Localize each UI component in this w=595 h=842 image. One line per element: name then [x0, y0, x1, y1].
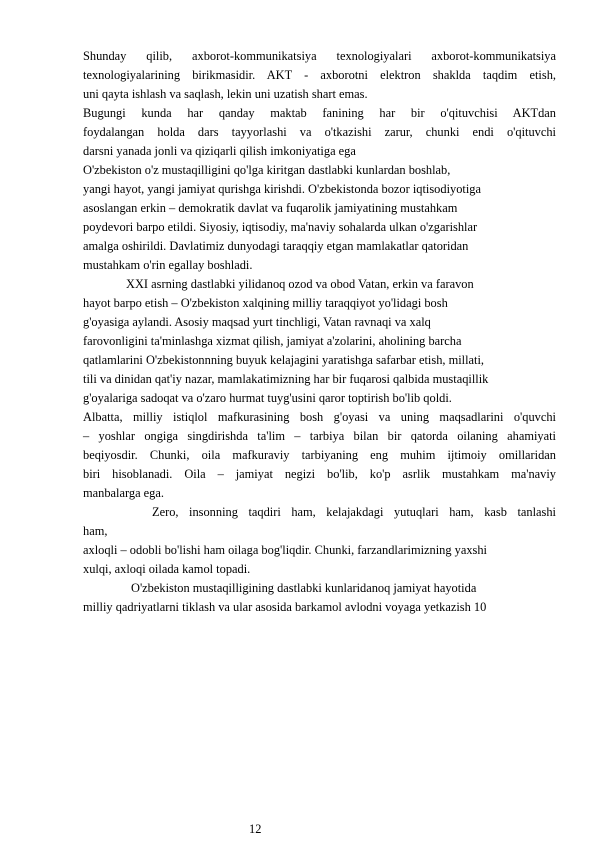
text-line: axloqli – odobli bo'lishi ham oilaga bog'liqdir. Chunki, farzandlarimizning yaxshi: [83, 543, 488, 557]
text-line: O'zbekiston o'z mustaqilligini qo'lga kiritgan dastlabki kunlardan boshlab,: [83, 163, 451, 177]
text-line: texnologiyalarining birikmasidir. AKT - axborotni elektron shaklda taqdim etish,: [83, 68, 556, 82]
text-line: milliy qadriyatlarni tiklash va ular asosida barkamol avlodni voyaga yetkazish 10: [83, 600, 487, 614]
text-line: manbalarga ega.: [83, 486, 164, 500]
text-line: farovonligini ta'minlashga xizmat qilish, jamiyat a'zolarini, aholining barcha: [83, 334, 462, 348]
text-line: O'zbekiston mustaqilligining dastlabki kunlaridanoq jamiyat hayotida: [131, 581, 477, 595]
text-line: biri hisoblanadi. Oila – jamiyat negizi bo'lib, ko'p asrlik mustahkam ma'naviy: [83, 467, 556, 481]
text-line: Bugungi kunda har qanday maktab fanining har bir o'qituvchisi AKTdan: [83, 106, 556, 120]
text-line: uni qayta ishlash va saqlash, lekin uni uzatish shart emas.: [83, 87, 368, 101]
text-line: darsni yanada jonli va qiziqarli qilish imkoniyatiga ega: [83, 144, 356, 158]
text-line: – yoshlar ongiga singdirishda ta'lim – tarbiya bilan bir qatorda oilaning ahamiyati: [83, 429, 556, 443]
text-line: tili va dinidan qat'iy nazar, mamlakatimizning har bir fuqarosi qalbida mustaqillik: [83, 372, 489, 386]
text-line: Albatta, milliy istiqlol mafkurasining bosh g'oyasi va uning maqsadlarini o'quvchi: [83, 410, 556, 424]
text-line: hayot barpo etish – O'zbekiston xalqining milliy taraqqiyot yo'lidagi bosh: [83, 296, 448, 310]
text-line: Shunday qilib, axborot-kommunikatsiya texnologiyalari axborot-kommunikatsiya: [83, 49, 556, 63]
text-line: yangi hayot, yangi jamiyat qurishga kirishdi. O'zbekistonda bozor iqtisodiyotiga: [83, 182, 481, 196]
text-line: g'oyasiga aylandi. Asosiy maqsad yurt tinchligi, Vatan ravnaqi va xalq: [83, 315, 431, 329]
text-line: poydevori barpo etildi. Siyosiy, iqtisodiy, ma'naviy sohalarda ulkan o'zgarishlar: [83, 220, 478, 234]
text-line: g'oyalariga sadoqat va o'zaro hurmat tuyg'usini qaror toptirish bo'lib qoldi.: [83, 391, 452, 405]
text-line: beqiyosdir. Chunki, oila mafkuraviy tarbiyaning eng muhim ijtimoiy omillaridan: [83, 448, 556, 462]
text-line: ham,: [83, 524, 108, 538]
text-line: Zero, insonning taqdiri ham, kelajakdagi yutuqlari ham, kasb tanlashi: [152, 505, 556, 519]
text-line: qatlamlarini O'zbekistonnning buyuk kelajagini yaratishga safarbar etish, millati,: [83, 353, 485, 367]
text-line: XXI asrning dastlabki yilidanoq ozod va obod Vatan, erkin va faravon: [126, 277, 474, 291]
text-line: xulqi, axloqi oilada kamol topadi.: [83, 562, 251, 576]
text-line: amalga oshirildi. Davlatimiz dunyodagi taraqqiy etgan mamlakatlar qatoridan: [83, 239, 469, 253]
text-line: mustahkam o'rin egallay boshladi.: [83, 258, 253, 272]
text-line: asoslangan erkin – demokratik davlat va fuqarolik jamiyatining mustahkam: [83, 201, 458, 215]
text-line: foydalangan holda dars tayyorlashi va o'tkazishi zarur, chunki endi o'qituvchi: [83, 125, 556, 139]
page-number: 12: [249, 822, 262, 836]
